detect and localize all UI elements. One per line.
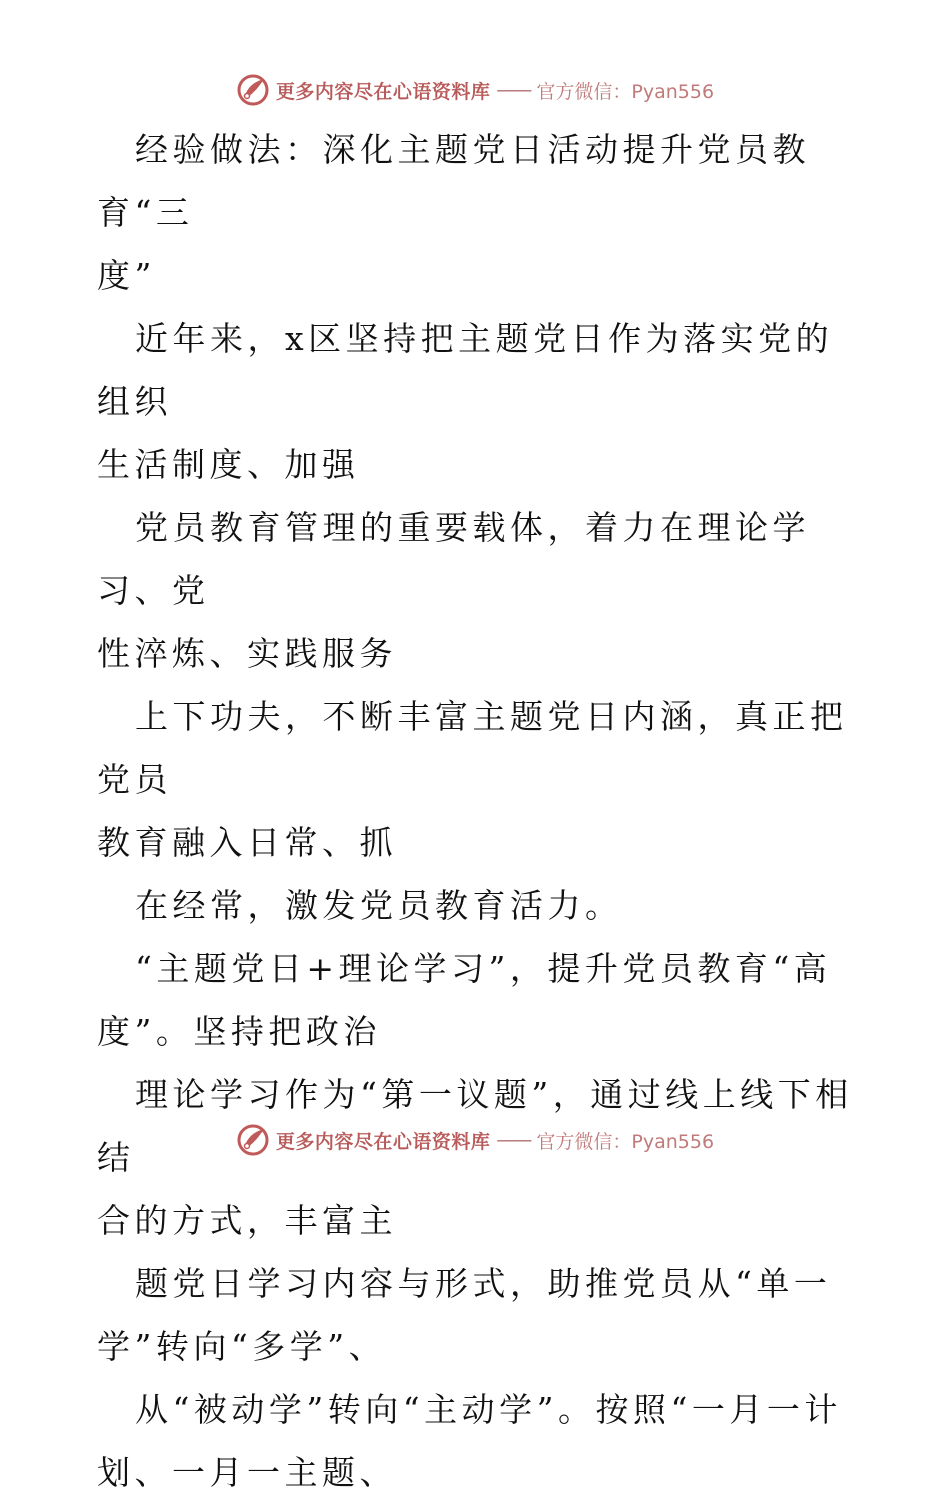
- paragraph-line: 在经常，激发党员教育活力。: [135, 886, 623, 925]
- document-body: [97, 118, 857, 1504]
- paragraph-line: 划、一月一主题、: [97, 1453, 397, 1492]
- paragraph-line: 生活制度、加强: [97, 445, 360, 484]
- paragraph: [97, 937, 857, 1063]
- paragraph: [97, 1378, 857, 1504]
- paragraph-line: 题党日学习内容与形式，助推党员从“单一: [135, 1264, 832, 1303]
- banner-dash: ——: [496, 79, 531, 101]
- banner-main-text: 更多内容尽在心语资料库: [275, 1130, 491, 1153]
- banner-contact-text: 官方微信：Pyan556: [536, 80, 715, 103]
- header-watermark-banner: [0, 70, 950, 110]
- brand-logo-icon: [236, 1123, 270, 1157]
- paragraph-title: [97, 118, 857, 307]
- paragraph-line: 教育融入日常、抓: [97, 823, 397, 862]
- paragraph-line: “主题党日+理论学习”，提升党员教育“高: [135, 949, 832, 988]
- brand-logo-icon: [236, 73, 270, 107]
- paragraph-line: 度”。坚持把政治: [97, 1012, 381, 1051]
- banner-dash: ——: [496, 1129, 531, 1151]
- paragraph-line: 经验做法：深化主题党日活动提升党员教育“三: [97, 130, 810, 232]
- paragraph-line: 合的方式，丰富主: [97, 1201, 397, 1240]
- paragraph-line: 上下功夫，不断丰富主题党日内涵，真正把党员: [97, 697, 848, 799]
- paragraph-line: 近年来，x区坚持把主题党日作为落实党的组织: [97, 319, 834, 421]
- paragraph-line: 党员教育管理的重要载体，着力在理论学习、党: [97, 508, 810, 610]
- paragraph: [97, 307, 857, 496]
- paragraph: [97, 496, 857, 685]
- paragraph: [97, 874, 857, 937]
- paragraph: [97, 685, 857, 874]
- paragraph-line: 度”: [97, 256, 156, 295]
- paragraph-line: 学”转向“多学”、: [97, 1327, 387, 1366]
- banner-main-text: 更多内容尽在心语资料库: [275, 80, 491, 103]
- banner-contact-text: 官方微信：Pyan556: [536, 1130, 715, 1153]
- paragraph-line: 性淬炼、实践服务: [97, 634, 397, 673]
- footer-watermark-banner: [0, 1120, 950, 1160]
- paragraph: [97, 1252, 857, 1378]
- paragraph-line: 理论学习作为“第一议题”，通过线上线下相结: [97, 1075, 853, 1177]
- paragraph-line: 从“被动学”转向“主动学”。按照“一月一计: [135, 1390, 842, 1429]
